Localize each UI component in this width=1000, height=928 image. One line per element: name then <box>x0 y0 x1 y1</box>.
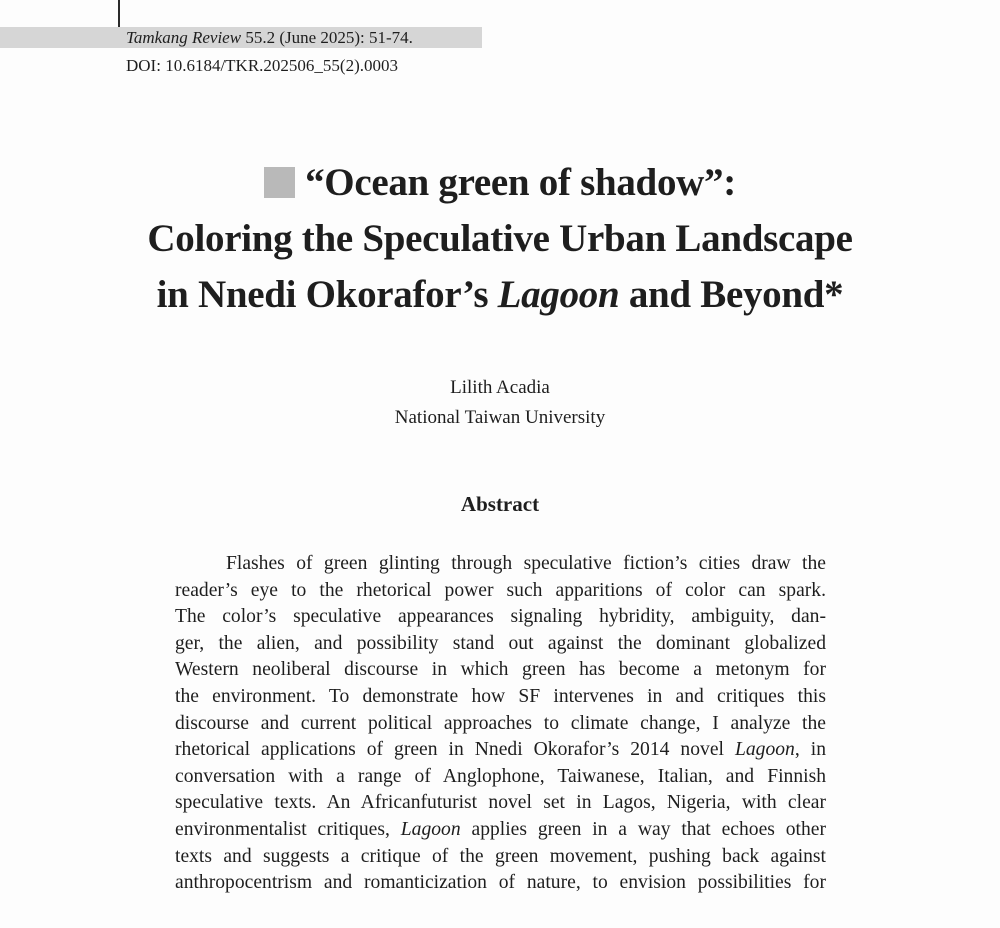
title-line-3 <box>0 267 1000 323</box>
abstract-line: Western neoliberal discourse in which green has become a metonym for <box>175 659 826 681</box>
abstract-segment: , in <box>794 739 826 761</box>
title-line-2: Coloring the Speculative Urban Landscape <box>147 217 853 260</box>
journal-citation <box>126 27 413 48</box>
abstract-line: speculative texts. An Africanfuturist novel set in Lagos, Nigeria, with clear <box>175 792 826 814</box>
abstract-italic-segment: Lagoon <box>734 739 795 761</box>
title-line-3-italic: Lagoon <box>497 273 620 316</box>
title-square-icon <box>264 167 295 198</box>
issue-info: 55.2 (June 2025): 51-74. <box>241 28 413 47</box>
journal-name: Tamkang Review <box>126 28 242 47</box>
abstract-line: The color’s speculative appearances signaling hybridity, ambiguity, dan- <box>175 606 826 628</box>
abstract-segment: rhetorical applications of green in Nnedi Okorafor’s 2014 novel <box>175 739 735 761</box>
doi-line: DOI: 10.6184/TKR.202506_55(2).0003 <box>126 56 398 75</box>
abstract-segment: applies green in a way that echoes other <box>460 818 826 840</box>
title-line-3-before: in Nnedi Okorafor’s <box>156 273 498 316</box>
abstract-segment: environmentalist critiques, <box>175 818 401 840</box>
title-line-3-after: and Beyond* <box>619 273 844 316</box>
title-line-1 <box>0 155 1000 211</box>
abstract-line <box>175 817 826 844</box>
title-line-1-text: “Ocean green of shadow”: <box>305 161 736 204</box>
abstract-heading: Abstract <box>460 492 540 516</box>
abstract-line: Flashes of green glinting through speculative fiction’s cities draw the <box>226 553 826 574</box>
abstract-line: the environment. To demonstrate how SF intervenes in and critiques this <box>175 685 826 707</box>
abstract-italic-segment: Lagoon <box>400 818 461 840</box>
abstract-body <box>175 551 826 897</box>
abstract-line: texts and suggests a critique of the green movement, pushing back against <box>175 845 826 867</box>
abstract-line: conversation with a range of Anglophone, Taiwanese, Italian, and Finnish <box>175 765 826 787</box>
abstract-line: discourse and current political approaches to climate change, I analyze the <box>175 712 826 734</box>
author-name: Lilith Acadia <box>450 377 550 398</box>
abstract-line <box>175 737 826 764</box>
abstract-line: ger, the alien, and possibility stand out against the dominant globalized <box>175 632 826 654</box>
author-affiliation: National Taiwan University <box>394 407 606 428</box>
abstract-line: anthropocentrism and romanticization of nature, to envision possibilities for <box>175 872 826 894</box>
abstract-line: reader’s eye to the rhetorical power such apparitions of color can spark. <box>175 579 826 601</box>
article-title <box>0 155 1000 323</box>
